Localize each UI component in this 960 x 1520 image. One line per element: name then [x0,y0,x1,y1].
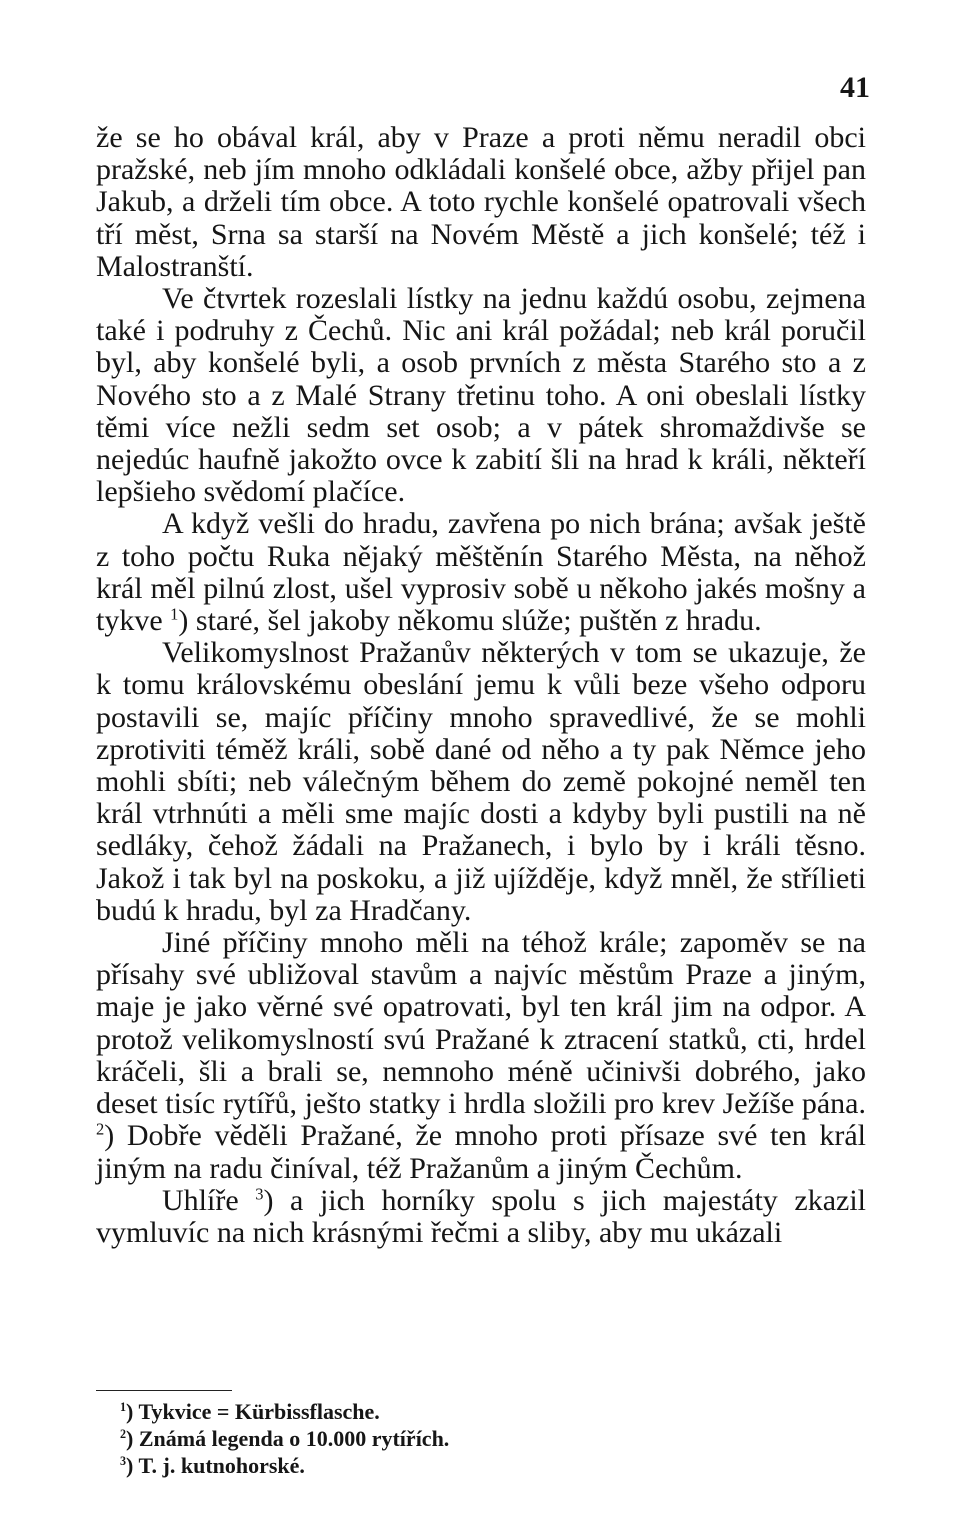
paragraph-text: Ve čtvrtek rozeslali lístky na jednu každú osobu, zejmena také i podruhy z Čechů. Nic ani král požádal; neb král poručil byl, aby konšelé byli, a osob prvních z města Starého sto a z Nového sto a z Malé Strany třetinu toho. A oni obeslali lístky těmi více nežli sedm set osob; a v pátek shromaždivše se nejedúc haufně jakožto ovce k zabití šli na hrad k králi, někteří lepšieho svědomí plačíce. [96,282,866,509]
footnote-reference: 2 [96,1119,105,1139]
body-text [96,122,866,1249]
paragraph [96,637,866,927]
paragraph-text: Uhlíře [162,1183,256,1217]
footnote [120,1452,820,1479]
footnote-marker: 2 [120,1427,127,1442]
paragraph [96,283,866,508]
footnote-divider [96,1390,232,1391]
page-number: 41 [840,71,870,104]
footnote-text: ) Tykvice = Kürbissflasche. [126,1399,380,1424]
paragraph [96,927,866,1185]
paragraph-text: ) Dobře věděli Pražané, že mnoho proti přísaze své ten král jiným na radu činíval, též Pražanům a jiným Čechům. [96,1119,866,1185]
footnote-marker: 3 [120,1454,127,1469]
footnote [120,1425,820,1452]
paragraph-text: Jiné příčiny mnoho měli na téhož krále; zapoměv se na přísahy své ubližoval stavům a najvíc městům Praze a jiným, maje je jako věrné své opatrovati, byl ten král jim na odpor. A protož velikomyslností svú Pražané k ztracení statků, cti, hrdel kráčeli, šli a brali se, nemnoho méně učinivši dobrého, jako deset tisíc rytířů, ješto statky i hrdla složili pro krev Ježíše pána. [96,926,866,1121]
paragraph-text: ) staré, šel jakoby někomu slúže; puštěn z hradu. [178,604,762,638]
footnotes [120,1398,820,1479]
footnote [120,1398,820,1425]
paragraph-text: že se ho obával král, aby v Praze a proti němu neradil obci pražské, neb jím mnoho odkládali konšelé obce, ažby přijel pan Jakub, a drželi tím obce. A toto rychle konšelé opatrovali všech tří měst, Srna sa starší na Novém Městě a jich konšelé; též i Malostranští. [96,121,866,283]
footnote-text: ) T. j. kutnohorské. [126,1453,305,1478]
paragraph [96,1185,866,1249]
paragraph [96,508,866,637]
paragraph-text: ) a jich horníky spolu s jich majestáty zkazil vymluvíc na nich krásnými řečmi a sliby, aby mu ukázali [96,1183,867,1249]
footnote-reference: 1 [170,604,179,624]
footnote-marker: 1 [120,1400,127,1415]
paragraph [96,122,866,283]
footnote-reference: 3 [255,1183,264,1203]
footnote-text: ) Známá legenda o 10.000 rytířích. [126,1426,450,1451]
paragraph-text: A když vešli do hradu, zavřena po nich brána; avšak ještě z toho počtu Ruka nějaký měštěnín Starého Města, na něhož král měl pilnú zlost, ušel vyprosiv sobě u někoho jakés mošny a tykve [96,507,866,638]
paragraph-text: Velikomyslnost Pražanův některých v tom se ukazuje, že k tomu královskému obeslání jemu k vůli beze všeho odporu postavili se, majíc příčiny mnoho spravedlivé, že se mohli zprotiviti téměž králi, sobě dané od něho a ty pak Němce jeho mohli sbíti; neb válečným během do země pokojné neměl ten král vtrhnúti a měli sme majíc dosti a kdyby byli pustili na ně sedláky, čehož žádali na Pražanech, i bylo by i králi těsno. Jakož i tak byl na poskoku, a již ujížděje, když mněl, že střílieti budú k hradu, byl za Hradčany. [96,636,866,927]
